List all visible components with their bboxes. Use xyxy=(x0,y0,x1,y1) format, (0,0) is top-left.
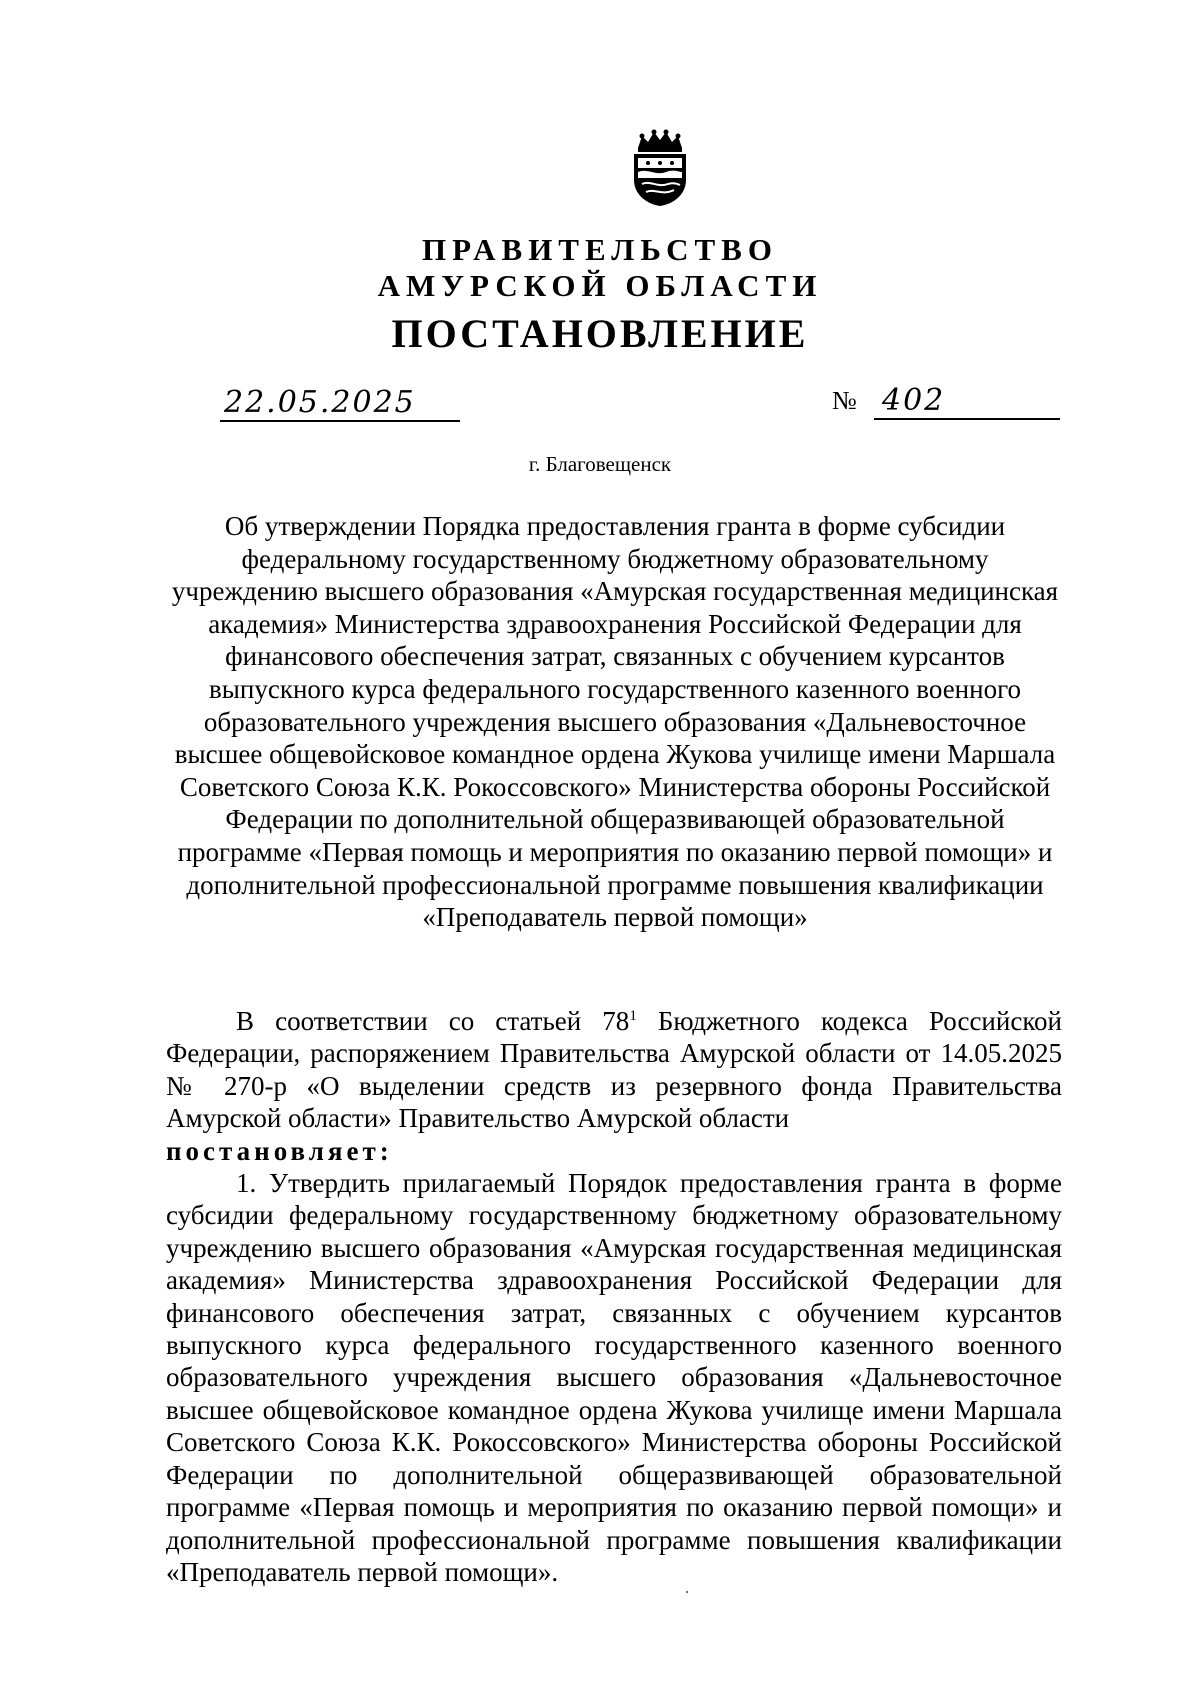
number-underline xyxy=(874,378,1060,420)
document-date-field xyxy=(220,380,460,422)
resolves-heading: постановляет: xyxy=(166,1135,393,1166)
item-1-paragraph: 1. Утвердить прилагаемый Порядок предоставления гранта в форме субсидии федеральному государственному бюджетному образовательному учреждению высшего образования «Амурская государственная медицинская академия» Министерства здравоохранения Российской Федерации для финансового обеспечения затрат, связанных с обучением курсантов выпускного курса федерального государственного казенного военного образовательного учреждения высшего образования «Дальневосточное высшее общевойсковое командное ордена Жукова училище имени Маршала Советского Союза К.К. Рокоссовского» Министерства обороны Российской Федерации по дополнительной общеразвивающей образовательной программе «Первая помощь и мероприятия по оказанию первой помощи» и дополнительной профессиональной программе повышения квалификации «Преподаватель первой помощи». xyxy=(166,1168,1062,1587)
article-superscript: 1 xyxy=(629,1008,637,1024)
document-type-heading: ПОСТАНОВЛЕНИЕ xyxy=(391,311,809,356)
scan-speck xyxy=(686,1591,688,1593)
organization-name-line1: ПРАВИТЕЛЬСТВО xyxy=(422,232,778,267)
document-date-handwritten: 22.05.2025 xyxy=(224,385,416,420)
document-body xyxy=(166,1005,1062,1588)
number-sign: № xyxy=(832,386,857,415)
organization-name-line2: АМУРСКОЙ ОБЛАСТИ xyxy=(377,268,823,303)
document-number-handwritten: 402 xyxy=(882,383,946,418)
preamble-paragraph xyxy=(166,1005,1062,1135)
preamble-start: В соответствии со статьей 78 xyxy=(236,1006,630,1036)
coat-of-arms-emblem xyxy=(628,128,692,208)
city-name: г. Благовещенск xyxy=(528,452,672,476)
preamble-end: Бюджетного кодекса Российской Федерации, распоряжением Правительства Амурской области от 14.05.2025 № 270-р «О выделении средств из резервного фонда Правительства Амурской области» Правительство Амурской области xyxy=(166,1006,1063,1134)
document-number-field xyxy=(832,380,1060,420)
document-title: Об утверждении Порядка предоставления гранта в форме субсидии федеральному государственному бюджетному образовательному учреждению высшего образования «Амурская государственная медицинская академия» Министерства здравоохранения Российской Федерации для финансового обеспечения затрат, связанных с обучением курсантов выпускного курса федерального государственного казенного военного образовательного учреждения высшего образования «Дальневосточное высшее общевойсковое командное ордена Жукова училище имени Маршала Советского Союза К.К. Рокоссовского» Министерства обороны Российской Федерации по дополнительной общеразвивающей образовательной программе «Первая помощь и мероприятия по оказанию первой помощи» и дополнительной профессиональной программе повышения квалификации «Преподаватель первой помощи» xyxy=(171,511,1059,933)
